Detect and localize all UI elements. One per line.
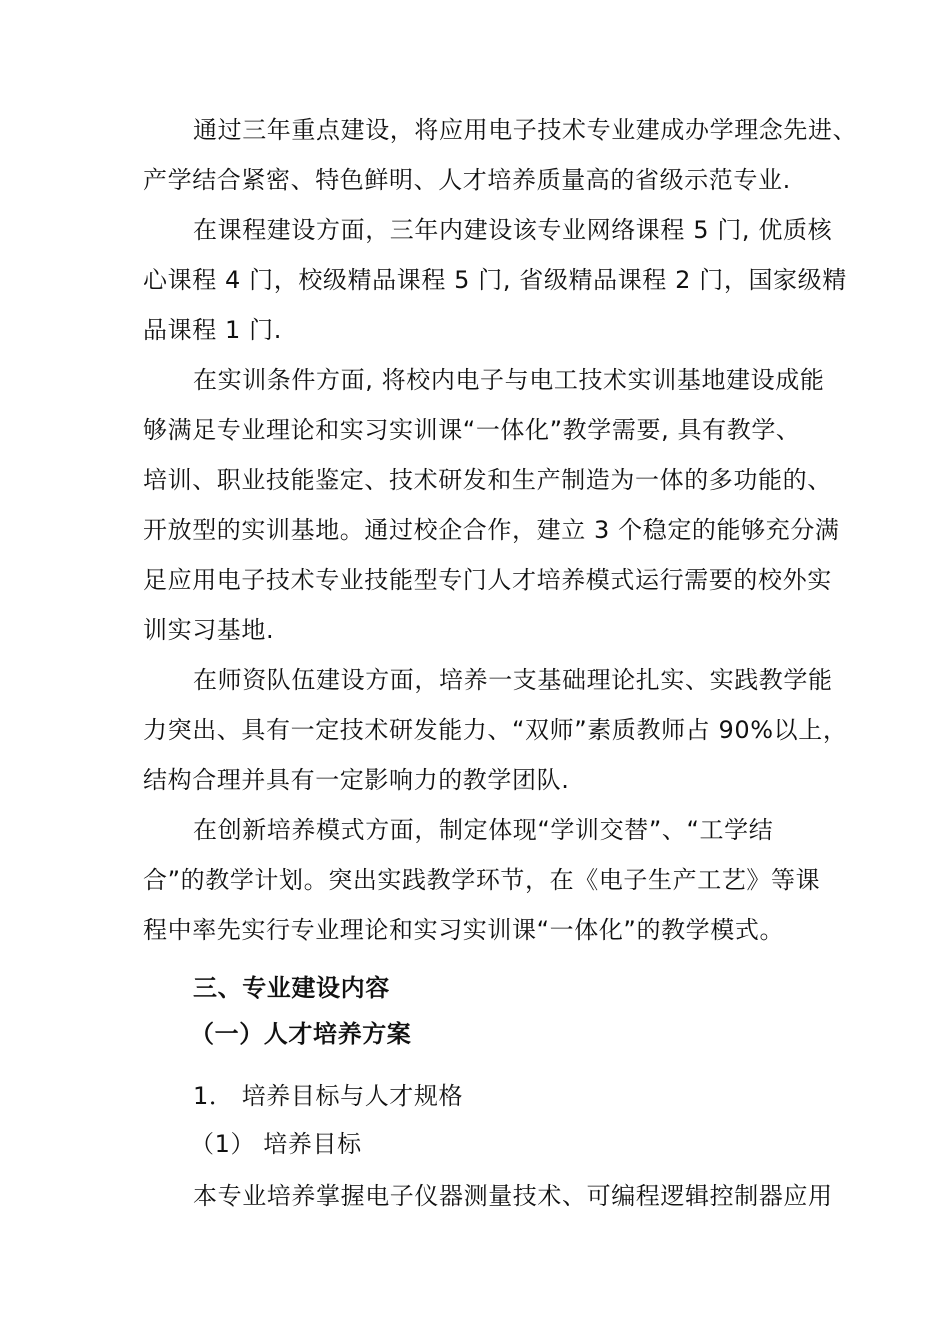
paragraph-3-line-1: 在实训条件方面, 将校内电子与电工技术实训基地建设成能	[193, 366, 825, 394]
paragraph-5-line-2: 合”的教学计划。突出实践教学环节，在《电子生产工艺》等课	[143, 866, 821, 894]
paragraph-1-line-2: 产学结合紧密、特色鲜明、人才培养质量高的省级示范专业.	[143, 166, 791, 194]
paragraph-4-line-1: 在师资队伍建设方面，培养一支基础理论扎实、实践教学能	[193, 666, 833, 694]
paragraph-4-line-2: 力突出、具有一定技术研发能力、“双师”素质教师占 90%以上，	[143, 716, 848, 744]
item-subheading-1: （1） 培养目标	[190, 1130, 362, 1158]
paragraph-3-line-5: 足应用电子技术专业技能型专门人才培养模式运行需要的校外实	[143, 566, 832, 594]
paragraph-3-line-2: 够满足专业理论和实习实训课“一体化”教学需要, 具有教学、	[143, 416, 801, 444]
section-heading: 三、专业建设内容	[193, 974, 390, 1002]
subsection-heading: （一）人才培养方案	[190, 1020, 412, 1048]
paragraph-2-line-2: 心课程 4 门，校级精品课程 5 门, 省级精品课程 2 门，国家级精	[143, 266, 847, 294]
paragraph-5-line-1: 在创新培养模式方面，制定体现“学训交替”、“工学结	[193, 816, 774, 844]
paragraph-2-line-3: 品课程 1 门.	[143, 316, 282, 344]
paragraph-3-line-4: 开放型的实训基地。通过校企合作，建立 3 个稳定的能够充分满	[143, 516, 840, 544]
paragraph-1-line-1: 通过三年重点建设，将应用电子技术专业建成办学理念先进、	[193, 116, 858, 144]
paragraph-4-line-3: 结构合理并具有一定影响力的教学团队.	[143, 766, 570, 794]
paragraph-3-line-6: 训实习基地.	[143, 616, 275, 644]
paragraph-5-line-3: 程中率先实行专业理论和实习实训课“一体化”的教学模式。	[143, 916, 785, 944]
item-heading-1: 1． 培养目标与人才规格	[193, 1082, 464, 1110]
final-paragraph-line-1: 本专业培养掌握电子仪器测量技术、可编程逻辑控制器应用	[193, 1182, 833, 1210]
paragraph-3-line-3: 培训、职业技能鉴定、技术研发和生产制造为一体的多功能的、	[143, 466, 832, 494]
paragraph-2-line-1: 在课程建设方面，三年内建设该专业网络课程 5 门, 优质核	[193, 216, 833, 244]
